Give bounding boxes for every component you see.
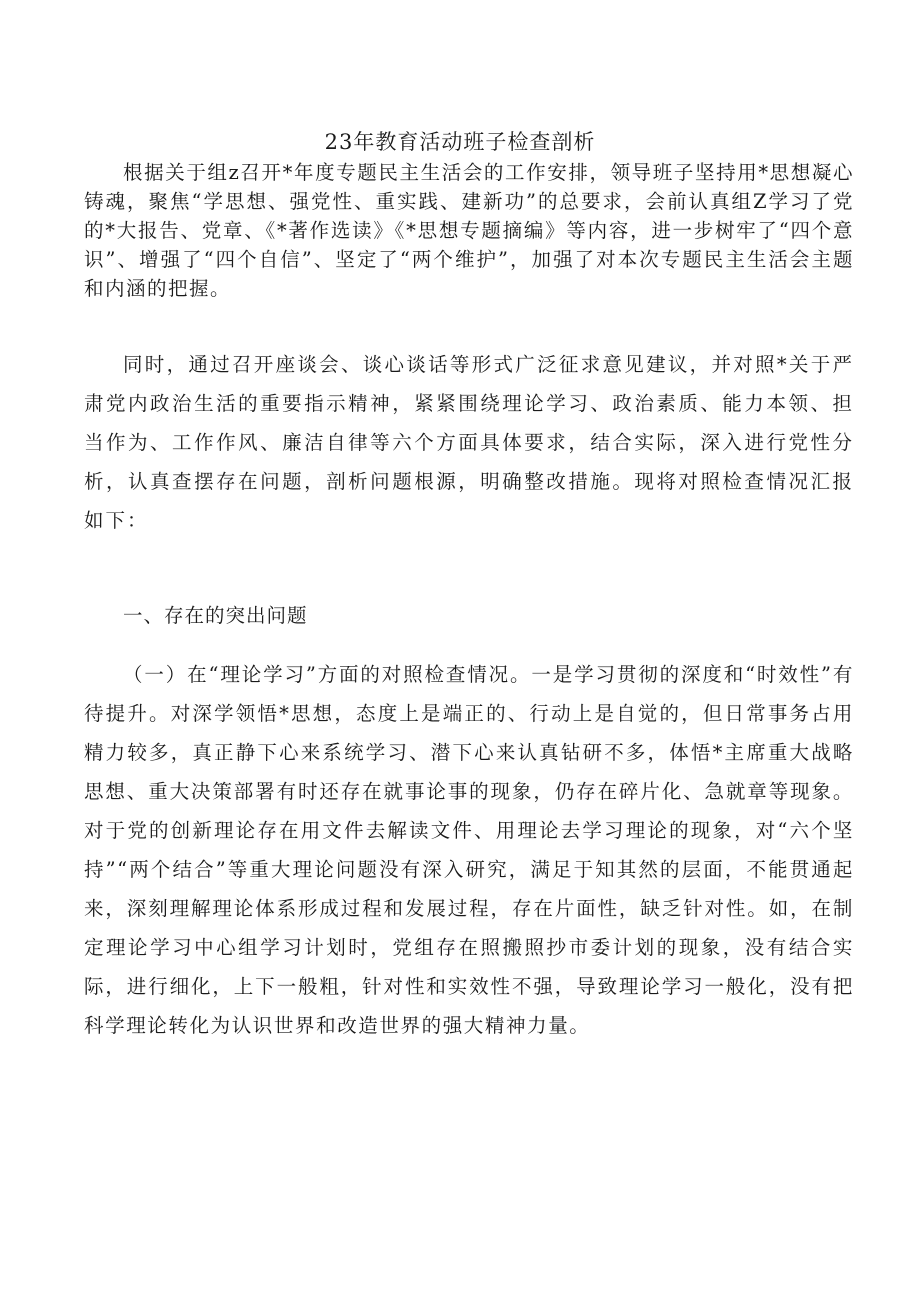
intro-paragraph: 根据关于组z召开*年度专题民主生活会的工作安排，领导班子坚持用*思想凝心铸魂，聚焦“学思想、强党性、重实践、建新功”的总要求，会前认真组Z学习了党的*大报告、党章、《*著作选读》《*思想专题摘编》等内容，进一步树牢了“四个意识”、增强了“四个自信”、坚定了“两个维护”，加强了对本次专题民主生活会主题和内涵的把握。 <box>84 161 854 300</box>
document-title: 23年教育活动班子检查剖析 <box>324 130 596 154</box>
section-heading: 一、存在的突出问题 <box>123 604 308 627</box>
theory-study-paragraph: （一）在“理论学习”方面的对照检查情况。一是学习贯彻的深度和“时效性”有待提升。对深学领悟*思想，态度上是端正的、行动上是自觉的，但日常事务占用精力较多，真正静下心来系统学习、潜下心来认真钻研不多，体悟*主席重大战略思想、重大决策部署有时还存在就事论事的现象，仍存在碎片化、急就章等现象。对于党的创新理论存在用文件去解读文件、用理论去学习理论的现象，对“六个坚持”“两个结合”等重大理论问题没有深入研究，满足于知其然的层面，不能贯通起来，深刻理解理论体系形成过程和发展过程，存在片面性，缺乏针对性。如，在制定理论学习中心组学习计划时，党组存在照搬照抄市委计划的现象，没有结合实际，进行细化，上下一般粗，针对性和实效性不强，导致理论学习一般化，没有把科学理论转化为认识世界和改造世界的强大精神力量。 <box>84 663 854 1037</box>
second-paragraph: 同时，通过召开座谈会、谈心谈话等形式广泛征求意见建议，并对照*关于严肃党内政治生活的重要指示精神，紧紧围绕理论学习、政治素质、能力本领、担当作为、工作作风、廉洁自律等六个方面具体要求，结合实际，深入进行党性分析，认真查摆存在问题，剖析问题根源，明确整改措施。现将对照检查情况汇报如下： <box>84 353 854 532</box>
